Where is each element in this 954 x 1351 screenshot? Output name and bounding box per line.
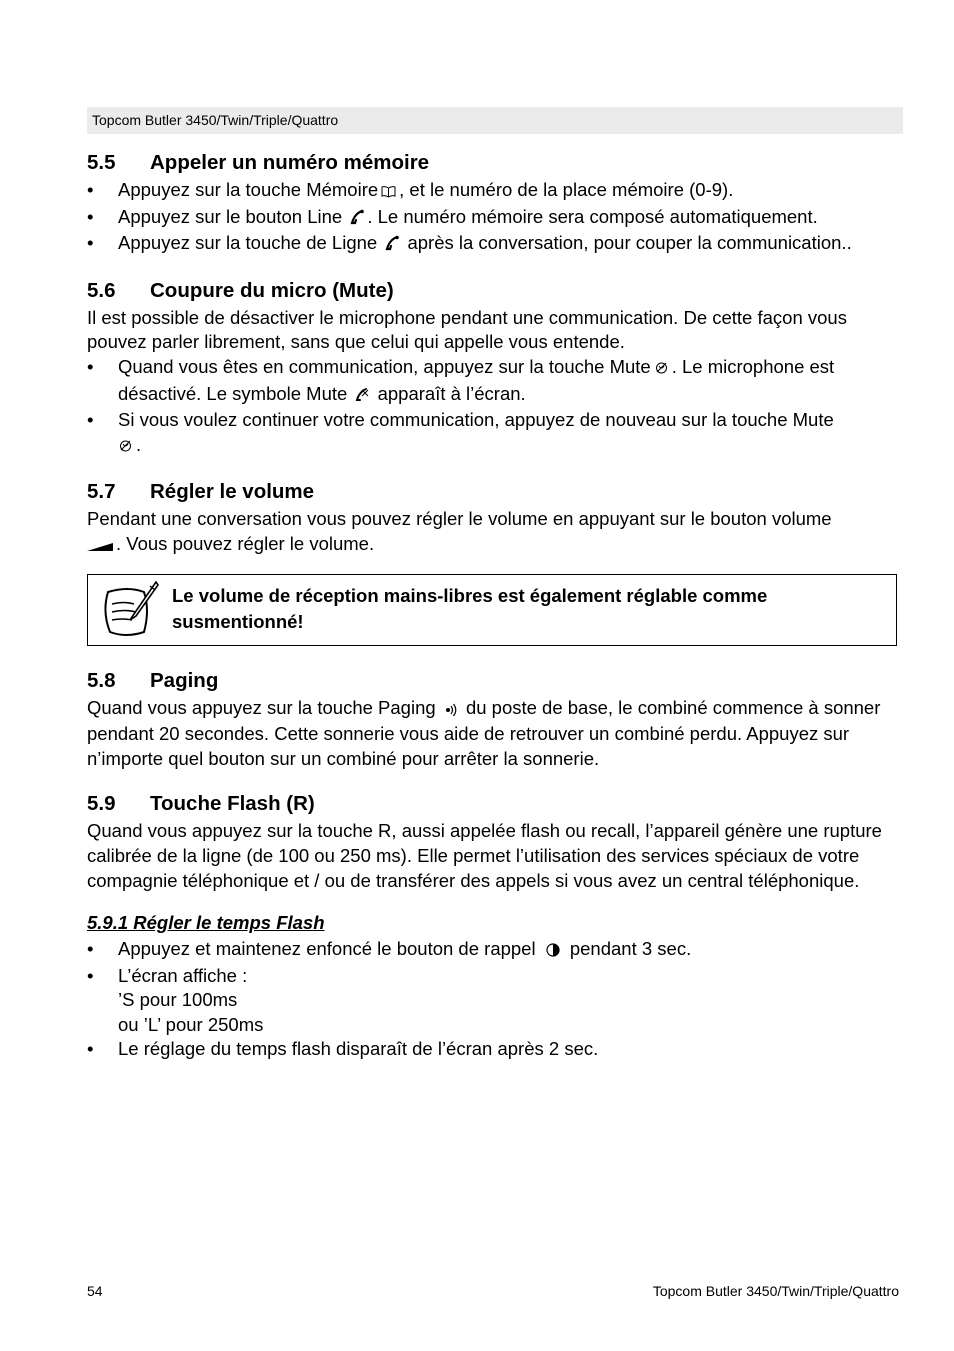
paragraph: Quand vous appuyez sur la touche R, aussi appelée flash ou recall, l’appareil génère une rupture calibrée de la ligne (de 100 ou 250 ms). Elle permet l’utilisation des services spéciaux de votre compagnie téléphonique et / ou de transférer des appels si vous avez un central téléphonique.: [87, 820, 882, 891]
section-heading: [87, 477, 897, 507]
list-item: [87, 937, 897, 964]
footer-title: Topcom Butler 3450/Twin/Triple/Quattro: [652, 1283, 899, 1299]
section-5-8: [87, 666, 897, 772]
paragraph: Il est possible de désactiver le microphone pendant une communication. De cette façon vous pouvez parler librement, sans que celui qui appelle vous entende.: [87, 306, 847, 353]
text: Si vous voulez continuer votre communication, appuyez de nouveau sur la touche Mute: [118, 409, 834, 431]
list-item: [87, 964, 897, 1038]
text: ’S pour 100ms: [118, 989, 238, 1011]
text: Appuyez sur la touche Mémoire: [118, 179, 379, 200]
section-5-7: [87, 477, 897, 645]
list-item: [87, 1037, 897, 1062]
paragraph: [87, 507, 897, 558]
text: . Vous pouvez régler le volume.: [116, 532, 375, 554]
section-heading: [87, 276, 897, 306]
bullet-list: [87, 355, 897, 459]
text: L’écran affiche :: [118, 964, 248, 986]
section-heading: [87, 666, 897, 696]
volume-icon: [87, 534, 113, 559]
phone-line-icon: [350, 207, 364, 232]
text: du poste de base, le combiné commence à sonner pendant 20 secondes. Cette sonnerie vous aide de retrouver un combiné perdu. Appuyez sur n’importe quel bouton sur un combiné pour arrêter la sonnerie.: [87, 696, 881, 769]
text: après la conversation, pour couper la communication..: [407, 232, 852, 254]
mute-icon: [654, 357, 669, 382]
text: Pendant une conversation vous pouvez régler le volume en appuyant sur le bouton volume: [87, 508, 832, 530]
subsection-title: 5.9.1 Régler le temps Flash: [87, 912, 325, 934]
section-title: Paging: [150, 668, 219, 692]
section-number: 5.8: [87, 668, 116, 692]
mute-symbol-icon: [355, 384, 369, 409]
text: . Le microphone est désactivé. Le symbole Mute: [118, 355, 835, 404]
text: Quand vous êtes en communication, appuyez sur la touche Mute: [118, 355, 651, 377]
text: ou ’L’ pour 250ms: [118, 1013, 264, 1035]
text: , et le numéro de la place mémoire (0-9).: [399, 179, 734, 200]
bullet-list: [87, 937, 897, 1062]
section-heading: [87, 148, 897, 178]
list-item: [87, 205, 897, 232]
section-number: 5.5: [87, 151, 116, 174]
list-item: [87, 231, 897, 258]
text: Appuyez sur le bouton Line: [118, 205, 343, 227]
section-number: 5.6: [87, 278, 116, 302]
note-box: [87, 574, 897, 646]
section-title: Touche Flash (R): [150, 792, 315, 816]
page-header: [87, 107, 903, 134]
text: Appuyez et maintenez enfoncé le bouton de rappel: [118, 938, 536, 960]
page-content: [87, 148, 897, 1062]
pen-note-icon: [98, 580, 160, 649]
book-icon: [381, 180, 396, 205]
paging-icon: [444, 698, 458, 723]
header-title: Topcom Butler 3450/Twin/Triple/Quattro: [92, 112, 339, 128]
text: Le réglage du temps flash disparaît de l’écran après 2 sec.: [118, 1038, 599, 1060]
phone-line-icon: [385, 233, 399, 258]
text: . Le numéro mémoire sera composé automatiquement.: [367, 205, 818, 227]
section-title: Coupure du micro (Mute): [150, 278, 394, 302]
text: Appuyez sur la touche de Ligne: [118, 232, 378, 254]
section-title: Régler le volume: [150, 480, 315, 504]
section-heading: [87, 789, 897, 819]
section-5-6: [87, 276, 897, 460]
section-number: 5.9: [87, 792, 116, 816]
paragraph: [87, 696, 897, 772]
list-item: [87, 178, 897, 205]
list-item: [87, 408, 897, 459]
section-title: Appeler un numéro mémoire: [150, 151, 430, 174]
section-5-5: [87, 148, 897, 258]
text: apparaît à l’écran.: [377, 382, 526, 404]
mute-icon: [118, 435, 133, 460]
recall-icon: [544, 939, 562, 964]
text: .: [136, 433, 142, 455]
section-5-9: [87, 789, 897, 1062]
page-number: 54: [87, 1283, 103, 1299]
note-text: Le volume de réception mains-libres est également réglable comme susmentionné!: [172, 584, 768, 632]
text: pendant 3 sec.: [569, 938, 692, 960]
section-number: 5.7: [87, 480, 116, 504]
list-item: [87, 355, 897, 408]
bullet-list: [87, 178, 897, 258]
text: Quand vous appuyez sur la touche Paging: [87, 696, 436, 718]
